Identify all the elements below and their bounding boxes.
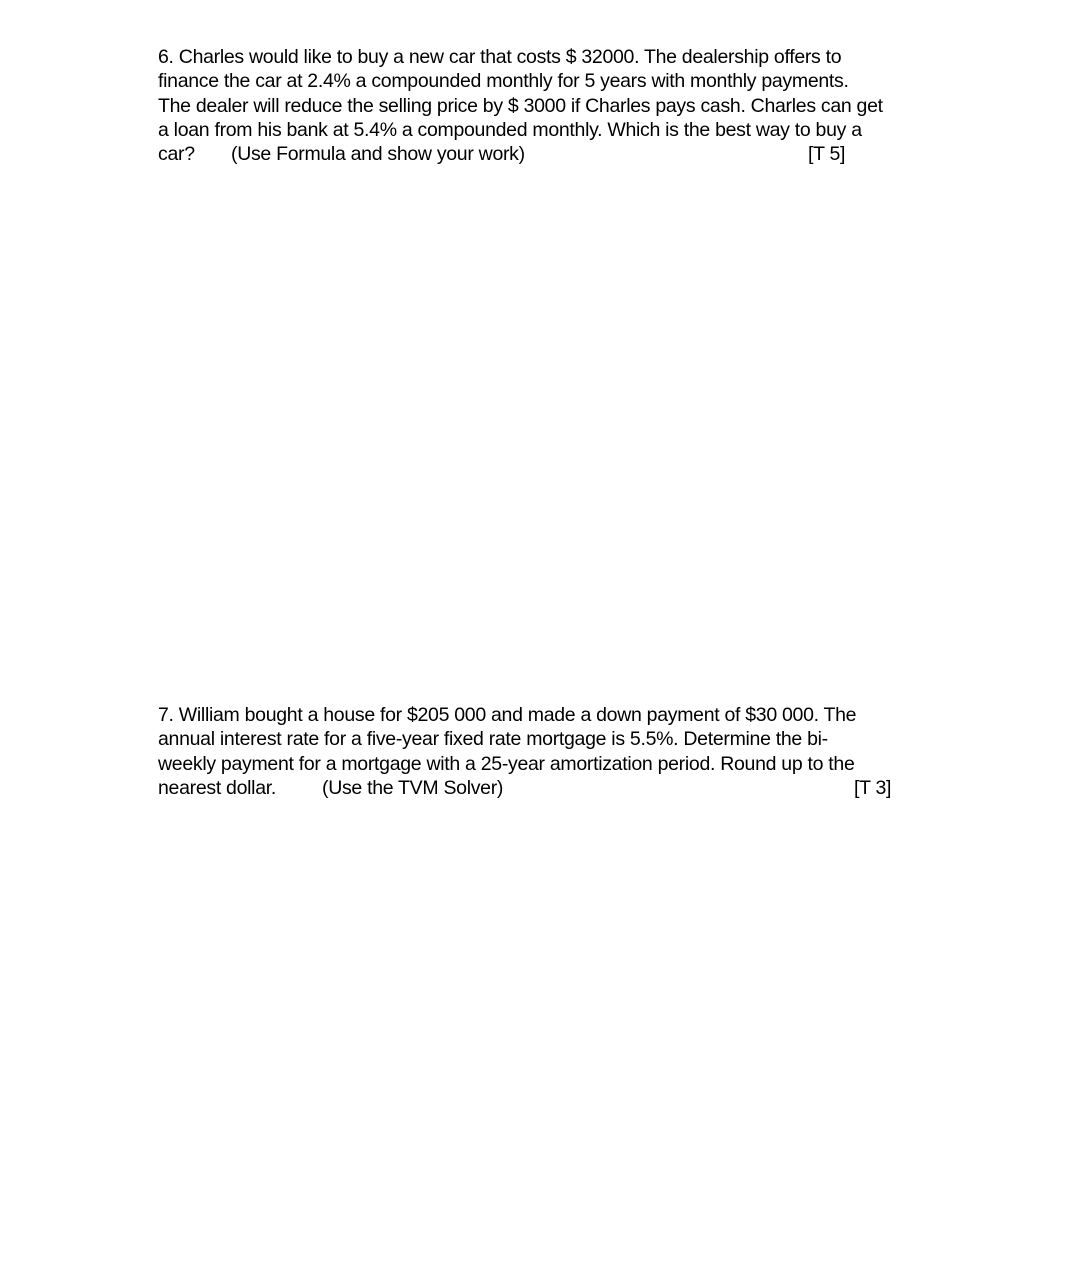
question-text-line: annual interest rate for a five-year fixed rate mortgage is 5.5%. Determine the bi-: [158, 728, 828, 751]
question-6: [158, 45, 948, 166]
question-text-end: car?: [158, 143, 195, 166]
question-instruction: (Use Formula and show your work): [231, 143, 525, 166]
question-text-line: a loan from his bank at 5.4% a compounded monthly. Which is the best way to buy a: [158, 118, 862, 141]
question-text-line: The dealer will reduce the selling price by $ 3000 if Charles pays cash. Charles can get: [158, 94, 883, 117]
question-text-line: 6. Charles would like to buy a new car that costs $ 32000. The dealership offers to: [158, 46, 842, 68]
question-text-end: nearest dollar.: [158, 776, 276, 799]
question-instruction: (Use the TVM Solver): [322, 776, 504, 799]
question-marks: [T 3]: [854, 776, 892, 799]
question-text-line: 7. William bought a house for $205 000 and made a down payment of $30 000. The: [158, 704, 857, 726]
question-7: [158, 703, 948, 800]
question-last-line: [158, 142, 948, 166]
question-last-line: [158, 776, 948, 800]
question-text-line: weekly payment for a mortgage with a 25-year amortization period. Round up to the: [158, 752, 855, 775]
question-text-line: finance the car at 2.4% a compounded monthly for 5 years with monthly payments.: [158, 70, 849, 93]
question-marks: [T 5]: [808, 143, 846, 166]
